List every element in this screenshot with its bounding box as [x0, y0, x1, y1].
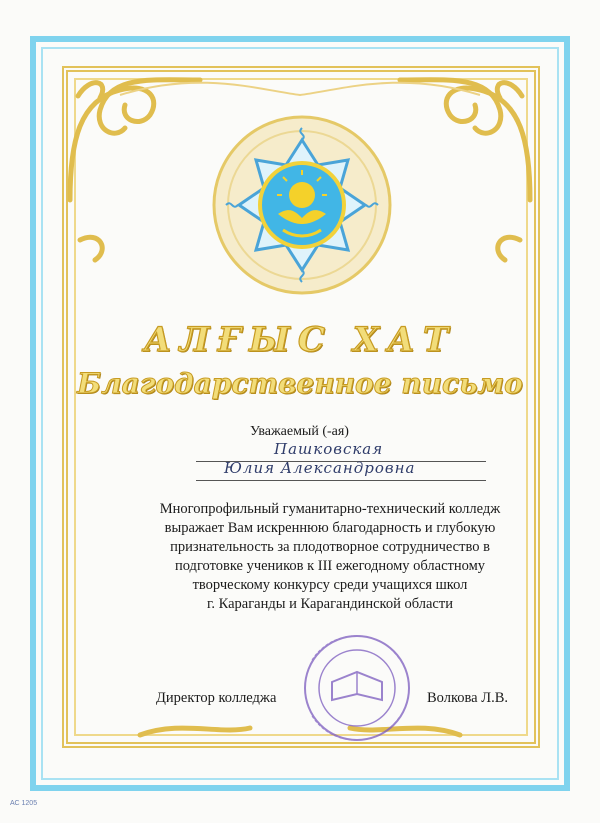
body-line: г. Караганды и Карагандинской области	[207, 596, 453, 612]
body-text	[120, 500, 540, 614]
title-russian: Благодарственное письмо	[77, 367, 523, 400]
signature-name: Волкова Л.В.	[427, 690, 508, 706]
body-line: подготовке учеников к III ежегодному областному	[174, 558, 486, 574]
body-line: признательность за плодотворное сотрудничество в	[170, 539, 490, 555]
body-line: выражает Вам искреннюю благодарность и глубокую	[164, 520, 496, 536]
state-emblem-icon	[214, 117, 390, 293]
recipient-name: Юлия Александровна	[196, 459, 486, 481]
college-stamp-icon	[305, 636, 409, 741]
body-line: Многопрофильный гуманитарно-технический колледж	[159, 501, 501, 517]
recipient-surname: Пашковская	[196, 440, 486, 462]
body-line: творческому конкурсу среди учащихся школ	[192, 577, 468, 593]
form-code: АС 1205	[10, 800, 38, 807]
greeting: Уважаемый (-ая)	[250, 424, 349, 439]
title-kazakh: АЛҒЫС ХАТ	[143, 320, 457, 360]
signature-position: Директор колледжа	[156, 690, 277, 706]
